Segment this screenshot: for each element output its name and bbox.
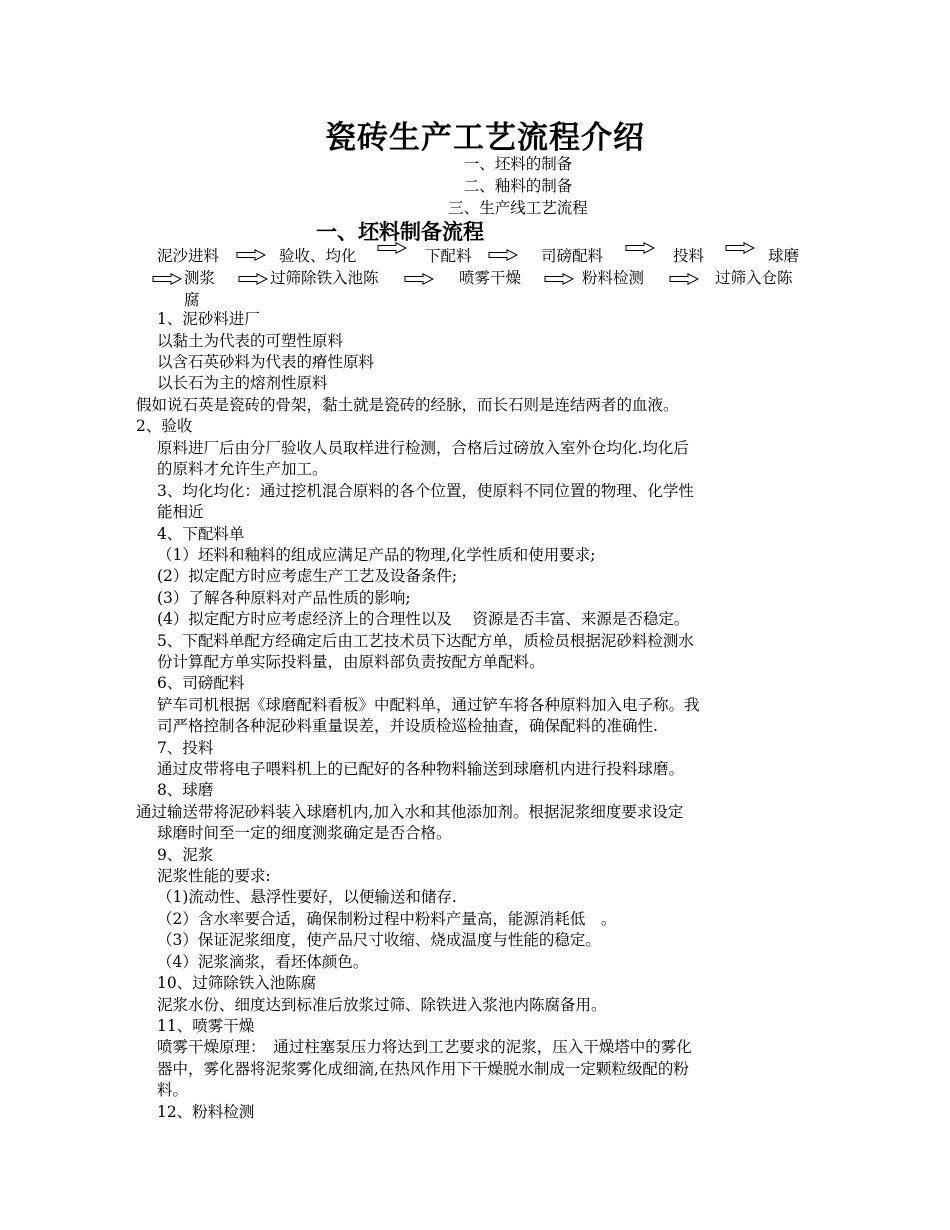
text-line: 12、粉料检测 (157, 1103, 255, 1121)
text-line: 5、下配料单配方经确定后由工艺技术员下达配方单，质检员根据泥砂料检测水 (157, 632, 694, 650)
text-line: 原料进厂后由分厂验收人员取样进行检测，合格后过磅放入室外仓均化.均化后 (157, 439, 689, 457)
text-line: 8、球磨 (157, 781, 214, 799)
flow-step-11-wrap: 腐 (184, 291, 200, 309)
text-line: 球磨时间至一定的细度测浆确定是否合格。 (157, 824, 452, 842)
toc-item-3: 三、生产线工艺流程 (448, 199, 588, 217)
text-line: 4、下配料单 (157, 525, 245, 543)
text-line: 1、泥砂料进厂 (157, 310, 260, 328)
text-line: 器中，雾化器将泥浆雾化成细滴,在热风作用下干燥脱水制成一定颗粒级配的粉 (157, 1060, 689, 1078)
text-line: 通过输送带将泥砂料装入球磨机内,加入水和其他添加剂。根据泥浆细度要求设定 (136, 803, 684, 821)
arrow-right-icon (152, 273, 182, 285)
flow-step-9: 喷雾干燥 (459, 269, 522, 287)
text-line: （2）含水率要合适，确保制粉过程中粉料产量高，能源消耗低 。 (157, 910, 617, 928)
text-line: 司严格控制各种泥砂料重量误差，并设质检巡检抽查，确保配料的准确性. (157, 717, 658, 735)
text-line: 10、过筛除铁入池陈腐 (157, 974, 317, 992)
text-line: 假如说石英是瓷砖的骨架，黏土就是瓷砖的经脉，而长石则是连结两者的血液。 (136, 396, 679, 414)
section-title: 一、坯料制备流程 (316, 220, 484, 244)
text-line: 以长石为主的熔剂性原料 (157, 374, 328, 392)
toc-item-1: 一、坯料的制备 (463, 155, 573, 173)
text-line: 料。 (157, 1081, 189, 1099)
flow-step-11: 过筛入仓陈 (715, 269, 793, 287)
arrow-right-icon (488, 249, 518, 261)
flow-step-3: 下配料 (425, 247, 472, 265)
flow-step-6: 球磨 (768, 247, 800, 265)
arrow-right-icon (404, 273, 434, 285)
flow-step-5: 投料 (673, 247, 705, 265)
text-line: 3、均化均化：通过挖机混合原料的各个位置，使原料不同位置的物理、化学性 (157, 482, 694, 500)
flow-step-4: 司磅配料 (541, 247, 604, 265)
text-line: 2、验收 (136, 417, 193, 435)
flow-step-7: 测浆 (184, 269, 216, 287)
text-line: 以黏土为代表的可塑性原料 (157, 332, 344, 350)
text-line: （1）坯料和釉料的组成应满足产品的物理,化学性质和使用要求; (157, 546, 596, 564)
text-line: 铲车司机根据《球磨配料看板》中配料单，通过铲车将各种原料加入电子称。我 (157, 696, 700, 714)
text-line: 的原料才允许生产加工。 (157, 460, 328, 478)
text-line: 11、喷雾干燥 (157, 1017, 255, 1035)
text-line: 份计算配方单实际投料量，由原料部负责按配方单配料。 (157, 653, 545, 671)
text-line: 以含石英砂料为代表的瘠性原料 (157, 353, 375, 371)
arrow-right-icon (625, 242, 655, 254)
text-line: 泥浆性能的要求: (157, 867, 271, 885)
text-line: （3）保证泥浆细度，使产品尺寸收缩、烧成温度与性能的稳定。 (157, 931, 601, 949)
arrow-right-icon (544, 273, 574, 285)
flow-step-1: 泥沙进料 (157, 247, 220, 265)
text-line: 泥浆水份、细度达到标准后放浆过筛、除铁进入浆池内陈腐备用。 (157, 996, 607, 1014)
text-line: 9、泥浆 (157, 846, 214, 864)
text-line: (4）拟定配方时应考虑经济上的合理性以及 资源是否丰富、来源是否稳定。 (157, 610, 690, 628)
arrow-right-icon (669, 273, 699, 285)
arrow-right-icon (377, 242, 407, 254)
flow-step-2: 验收、均化 (279, 247, 357, 265)
toc-item-2: 二、釉料的制备 (463, 177, 573, 195)
text-line: （4）泥浆滴浆，看坯体颜色。 (157, 953, 369, 971)
document-title: 瓷砖生产工艺流程介绍 (325, 120, 645, 156)
text-line: 6、司磅配料 (157, 674, 245, 692)
text-line: 7、投料 (157, 739, 214, 757)
text-line: (2）拟定配方时应考虑生产工艺及设备条件; (157, 567, 458, 585)
arrow-right-icon (236, 249, 266, 261)
flow-step-10: 粉料检测 (582, 269, 645, 287)
text-line: 喷雾干燥原理： 通过柱塞泵压力将达到工艺要求的泥浆，压入干燥塔中的雾化 (157, 1038, 692, 1056)
text-line: 能相近 (157, 503, 204, 521)
arrow-right-icon (725, 242, 755, 254)
arrow-right-icon (238, 273, 268, 285)
text-line: (3）了解各种原料对产品性质的影响; (157, 589, 411, 607)
flow-step-8: 过筛除铁入池陈 (270, 269, 379, 287)
text-line: 通过皮带将电子喂料机上的已配好的各种物料输送到球磨机内进行投料球磨。 (157, 760, 685, 778)
text-line: （1)流动性、悬浮性要好，以便输送和储存. (157, 888, 457, 906)
